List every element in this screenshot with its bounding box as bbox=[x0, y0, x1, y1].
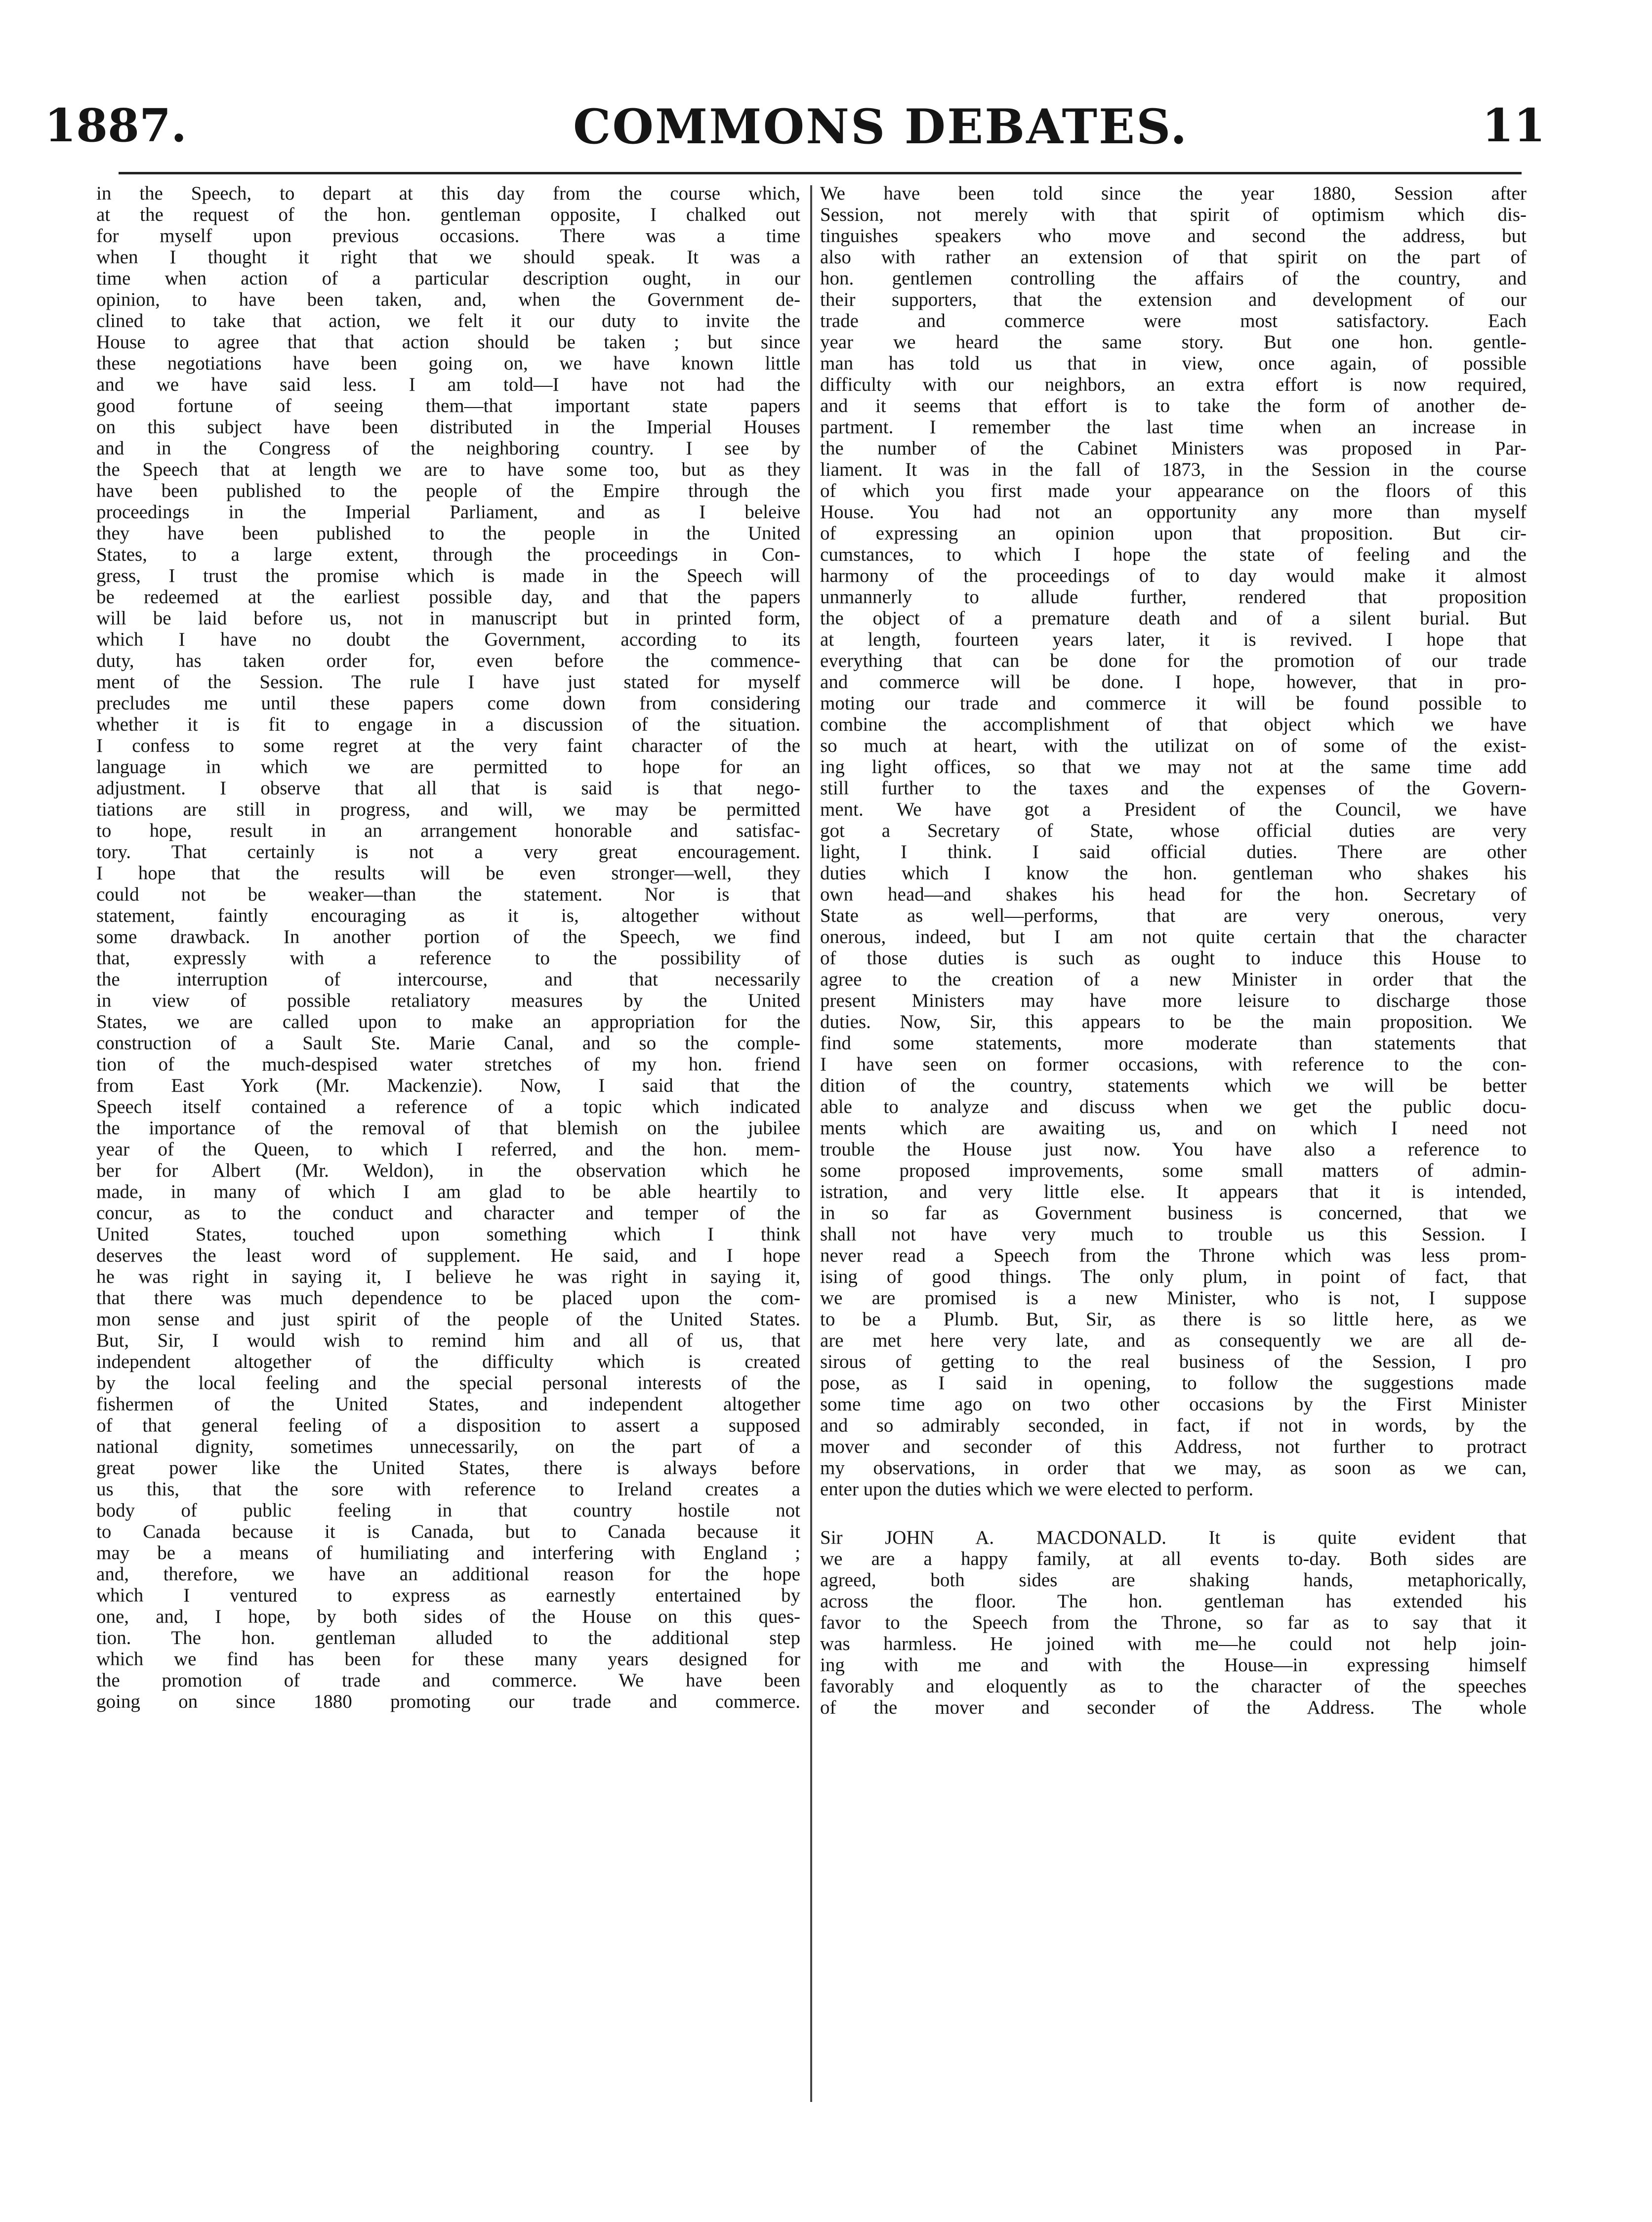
text-line: that, expressly with a reference to the possibility of bbox=[96, 947, 800, 969]
text-line: across the floor. The hon. gentleman has extended his bbox=[820, 1591, 1527, 1612]
text-line: year we heard the same story. But one hon. gentle- bbox=[820, 331, 1527, 353]
text-line: to hope, result in an arrangement honorable and satisfac- bbox=[96, 820, 800, 841]
text-line: able to analyze and discuss when we get the public docu- bbox=[820, 1096, 1527, 1117]
header-title: COMMONS DEBATES. bbox=[573, 99, 1189, 155]
text-line: will be laid before us, not in manuscript but in printed form, bbox=[96, 608, 800, 629]
text-line: could not be weaker—than the statement. Nor is that bbox=[96, 884, 800, 905]
text-line: State as well—performs, that are very onerous, very bbox=[820, 905, 1527, 926]
text-line: present Ministers may have more leisure to discharge those bbox=[820, 990, 1527, 1011]
text-line: everything that can be done for the promotion of our trade bbox=[820, 650, 1527, 671]
text-line: sirous of getting to the real business of the Session, I pro bbox=[820, 1351, 1527, 1372]
text-line: States, to a large extent, through the proceedings in Con- bbox=[96, 544, 800, 565]
text-line: to be a Plumb. But, Sir, as there is so little here, as we bbox=[820, 1309, 1527, 1330]
text-line: harmony of the proceedings of to day would make it almost bbox=[820, 565, 1527, 586]
right-column bbox=[820, 183, 1527, 1718]
text-line: clined to take that action, we felt it our duty to invite the bbox=[96, 310, 800, 331]
text-line: the interruption of intercourse, and that necessarily bbox=[96, 969, 800, 990]
text-line: the object of a premature death and of a silent burial. But bbox=[820, 608, 1527, 629]
text-line: unmannerly to allude further, rendered that proposition bbox=[820, 586, 1527, 608]
text-line: and commerce will be done. I hope, however, that in pro- bbox=[820, 671, 1527, 693]
text-line: of the mover and seconder of the Address. The whole bbox=[820, 1697, 1527, 1718]
text-line: they have been published to the people in the United bbox=[96, 523, 800, 544]
text-line: he was right in saying it, I believe he was right in saying it, bbox=[96, 1266, 800, 1287]
text-line: of that general feeling of a disposition to assert a supposed bbox=[96, 1415, 800, 1436]
text-line: year of the Queen, to which I referred, and the hon. mem- bbox=[96, 1139, 800, 1160]
text-line: proceedings in the Imperial Parliament, and as I beleive bbox=[96, 501, 800, 523]
text-line: fishermen of the United States, and independent altogether bbox=[96, 1394, 800, 1415]
text-line: at the request of the hon. gentleman opposite, I chalked out bbox=[96, 204, 800, 225]
text-line: whether it is fit to engage in a discussion of the situation. bbox=[96, 714, 800, 735]
text-line: good fortune of seeing them—that important state papers bbox=[96, 395, 800, 416]
text-line: to Canada because it is Canada, but to Canada because it bbox=[96, 1521, 800, 1542]
text-line: the number of the Cabinet Ministers was proposed in Par- bbox=[820, 438, 1527, 459]
text-line: ment of the Session. The rule I have just stated for myself bbox=[96, 671, 800, 693]
text-line: have been published to the people of the Empire through the bbox=[96, 480, 800, 501]
text-line: independent altogether of the difficulty which is created bbox=[96, 1351, 800, 1372]
text-line: their supporters, that the extension and development of our bbox=[820, 289, 1527, 310]
text-line: Session, not merely with that spirit of optimism which dis- bbox=[820, 204, 1527, 225]
text-line: favor to the Speech from the Throne, so far as to say that it bbox=[820, 1612, 1527, 1633]
text-line: Speech itself contained a reference of a topic which indicated bbox=[96, 1096, 800, 1117]
text-line: mon sense and just spirit of the people of the United States. bbox=[96, 1309, 800, 1330]
text-line: House to agree that that action should be taken ; but since bbox=[96, 331, 800, 353]
text-line: still further to the taxes and the expenses of the Govern- bbox=[820, 778, 1527, 799]
text-line: mover and seconder of this Address, not further to protract bbox=[820, 1436, 1527, 1457]
text-line: I hope that the results will be even stronger—well, they bbox=[96, 863, 800, 884]
text-line: so much at heart, with the utilizat on of some of the exist- bbox=[820, 735, 1527, 756]
text-line: difficulty with our neighbors, an extra effort is now required, bbox=[820, 374, 1527, 395]
text-line: trouble the House just now. You have also a reference to bbox=[820, 1139, 1527, 1160]
text-line: some drawback. In another portion of the Speech, we find bbox=[96, 926, 800, 947]
text-line: in so far as Government business is concerned, that we bbox=[820, 1202, 1527, 1224]
text-line: ing light offices, so that we may not at the same time add bbox=[820, 756, 1527, 778]
text-line: tiations are still in progress, and will, we may be permitted bbox=[96, 799, 800, 820]
text-line: and in the Congress of the neighboring country. I see by bbox=[96, 438, 800, 459]
column-divider bbox=[810, 185, 812, 2102]
text-line: ing with me and with the House—in expressing himself bbox=[820, 1654, 1527, 1676]
text-line: find some statements, more moderate than statements that bbox=[820, 1032, 1527, 1054]
text-line: concur, as to the conduct and character and temper of the bbox=[96, 1202, 800, 1224]
text-line: and we have said less. I am told—I have not had the bbox=[96, 374, 800, 395]
text-line: ising of good things. The only plum, in point of fact, that bbox=[820, 1266, 1527, 1287]
text-line: tion. The hon. gentleman alluded to the additional step bbox=[96, 1627, 800, 1648]
text-line: at length, fourteen years later, it is revived. I hope that bbox=[820, 629, 1527, 650]
text-line: pose, as I said in opening, to follow the suggestions made bbox=[820, 1372, 1527, 1394]
text-line: favorably and eloquently as to the character of the speeches bbox=[820, 1676, 1527, 1697]
text-line: my observations, in order that we may, as soon as we can, bbox=[820, 1457, 1527, 1479]
text-line: duty, has taken order for, even before the commence- bbox=[96, 650, 800, 671]
text-line: some time ago on two other occasions by the First Minister bbox=[820, 1394, 1527, 1415]
text-line: which I ventured to express as earnestly entertained by bbox=[96, 1585, 800, 1606]
text-line: got a Secretary of State, whose official duties are very bbox=[820, 820, 1527, 841]
text-line: onerous, indeed, but I am not quite certain that the character bbox=[820, 926, 1527, 947]
text-line: one, and, I hope, by both sides of the House on this ques- bbox=[96, 1606, 800, 1627]
text-line: by the local feeling and the special personal interests of the bbox=[96, 1372, 800, 1394]
text-line: I have seen on former occasions, with reference to the con- bbox=[820, 1054, 1527, 1075]
text-line: national dignity, sometimes unnecessarily, on the part of a bbox=[96, 1436, 800, 1457]
text-line: opinion, to have been taken, and, when the Government de- bbox=[96, 289, 800, 310]
text-line: from East York (Mr. Mackenzie). Now, I said that the bbox=[96, 1075, 800, 1096]
text-line: for myself upon previous occasions. There was a time bbox=[96, 225, 800, 247]
text-line: construction of a Sault Ste. Marie Canal, and so the comple- bbox=[96, 1032, 800, 1054]
header-rule bbox=[119, 172, 1522, 174]
text-line: ber for Albert (Mr. Weldon), in the observation which he bbox=[96, 1160, 800, 1181]
text-line: made, in many of which I am glad to be able heartily to bbox=[96, 1181, 800, 1202]
text-line: enter upon the duties which we were elected to perform. bbox=[820, 1479, 1254, 1500]
text-line: are met here very late, and as consequently we are all de- bbox=[820, 1330, 1527, 1351]
text-line: great power like the United States, there is always before bbox=[96, 1457, 800, 1479]
text-line: us this, that the sore with reference to Ireland creates a bbox=[96, 1479, 800, 1500]
text-line: ment. We have got a President of the Council, we have bbox=[820, 799, 1527, 820]
header-year: 1887. bbox=[44, 99, 187, 152]
paragraph-gap bbox=[820, 1500, 1527, 1527]
text-line: But, Sir, I would wish to remind him and all of us, that bbox=[96, 1330, 800, 1351]
text-line: the promotion of trade and commerce. We have been bbox=[96, 1670, 800, 1691]
text-line: the Speech that at length we are to have some too, but as they bbox=[96, 459, 800, 480]
text-line: agree to the creation of a new Minister in order that the bbox=[820, 969, 1527, 990]
header-page-number: 11 bbox=[1482, 99, 1546, 152]
text-line: that there was much dependence to be placed upon the com- bbox=[96, 1287, 800, 1309]
text-line: adjustment. I observe that all that is said is that nego- bbox=[96, 778, 800, 799]
text-line: in view of possible retaliatory measures by the United bbox=[96, 990, 800, 1011]
text-line: time when action of a particular description ought, in our bbox=[96, 268, 800, 289]
text-line: deserves the least word of supplement. He said, and I hope bbox=[96, 1245, 800, 1266]
text-line: combine the accomplishment of that object which we have bbox=[820, 714, 1527, 735]
text-line: some proposed improvements, some small matters of admin- bbox=[820, 1160, 1527, 1181]
text-line: Sir JOHN A. MACDONALD. It is quite evident that bbox=[820, 1527, 1527, 1548]
text-line: United States, touched upon something which I think bbox=[96, 1224, 800, 1245]
text-line: on this subject have been distributed in the Imperial Houses bbox=[96, 416, 800, 438]
text-line: partment. I remember the last time when an increase in bbox=[820, 416, 1527, 438]
text-line: cumstances, to which I hope the state of feeling and the bbox=[820, 544, 1527, 565]
text-line: language in which we are permitted to hope for an bbox=[96, 756, 800, 778]
text-line: tory. That certainly is not a very great encouragement. bbox=[96, 841, 800, 863]
text-line: body of public feeling in that country hostile not bbox=[96, 1500, 800, 1521]
text-line: also with rather an extension of that spirit on the part of bbox=[820, 247, 1527, 268]
text-line: was harmless. He joined with me—he could not help join- bbox=[820, 1633, 1527, 1654]
text-line: moting our trade and commerce it will be found possible to bbox=[820, 693, 1527, 714]
text-line: we are promised is a new Minister, who is not, I suppose bbox=[820, 1287, 1527, 1309]
text-line: House. You had not an opportunity any more than myself bbox=[820, 501, 1527, 523]
page-header bbox=[0, 0, 1652, 178]
text-line: the importance of the removal of that blemish on the jubilee bbox=[96, 1117, 800, 1139]
text-line: duties which I know the hon. gentleman who shakes his bbox=[820, 863, 1527, 884]
text-line: tion of the much-despised water stretches of my hon. friend bbox=[96, 1054, 800, 1075]
text-line: we are a happy family, at all events to-day. Both sides are bbox=[820, 1548, 1527, 1569]
text-line: gress, I trust the promise which is made in the Speech will bbox=[96, 565, 800, 586]
text-line: agreed, both sides are shaking hands, metaphorically, bbox=[820, 1569, 1527, 1591]
text-line: istration, and very little else. It appears that it is intended, bbox=[820, 1181, 1527, 1202]
text-line: hon. gentlemen controlling the affairs of the country, and bbox=[820, 268, 1527, 289]
text-line: going on since 1880 promoting our trade and commerce. bbox=[96, 1691, 800, 1712]
left-column bbox=[96, 183, 800, 1712]
text-line: and so admirably seconded, in fact, if not in words, by the bbox=[820, 1415, 1527, 1436]
text-line: light, I think. I said official duties. There are other bbox=[820, 841, 1527, 863]
text-line: We have been told since the year 1880, Session after bbox=[820, 183, 1527, 204]
text-line: may be a means of humiliating and interfering with England ; bbox=[96, 1542, 800, 1564]
text-line: States, we are called upon to make an appropriation for the bbox=[96, 1011, 800, 1032]
text-line: shall not have very much to trouble us this Session. I bbox=[820, 1224, 1527, 1245]
text-line: ments which are awaiting us, and on which I need not bbox=[820, 1117, 1527, 1139]
text-line: tinguishes speakers who move and second the address, but bbox=[820, 225, 1527, 247]
text-line: duties. Now, Sir, this appears to be the main proposition. We bbox=[820, 1011, 1527, 1032]
text-line: when I thought it right that we should speak. It was a bbox=[96, 247, 800, 268]
text-line: which I have no doubt the Government, according to its bbox=[96, 629, 800, 650]
text-line: own head—and shakes his head for the hon. Secretary of bbox=[820, 884, 1527, 905]
text-line: I confess to some regret at the very faint character of the bbox=[96, 735, 800, 756]
text-line: of expressing an opinion upon that proposition. But cir- bbox=[820, 523, 1527, 544]
text-line: which we find has been for these many years designed for bbox=[96, 1648, 800, 1670]
text-line: liament. It was in the fall of 1873, in the Session in the course bbox=[820, 459, 1527, 480]
text-line: precludes me until these papers come down from considering bbox=[96, 693, 800, 714]
text-line: dition of the country, statements which we will be better bbox=[820, 1075, 1527, 1096]
text-line: man has told us that in view, once again, of possible bbox=[820, 353, 1527, 374]
text-line: never read a Speech from the Throne which was less prom- bbox=[820, 1245, 1527, 1266]
text-line: be redeemed at the earliest possible day, and that the papers bbox=[96, 586, 800, 608]
text-line: trade and commerce were most satisfactory. Each bbox=[820, 310, 1527, 331]
text-line: of those duties is such as ought to induce this House to bbox=[820, 947, 1527, 969]
text-line: and, therefore, we have an additional reason for the hope bbox=[96, 1564, 800, 1585]
text-line: and it seems that effort is to take the form of another de- bbox=[820, 395, 1527, 416]
text-line: of which you first made your appearance on the floors of this bbox=[820, 480, 1527, 501]
text-line: these negotiations have been going on, we have known little bbox=[96, 353, 800, 374]
text-line: statement, faintly encouraging as it is, altogether without bbox=[96, 905, 800, 926]
text-line: in the Speech, to depart at this day from the course which, bbox=[96, 183, 800, 204]
